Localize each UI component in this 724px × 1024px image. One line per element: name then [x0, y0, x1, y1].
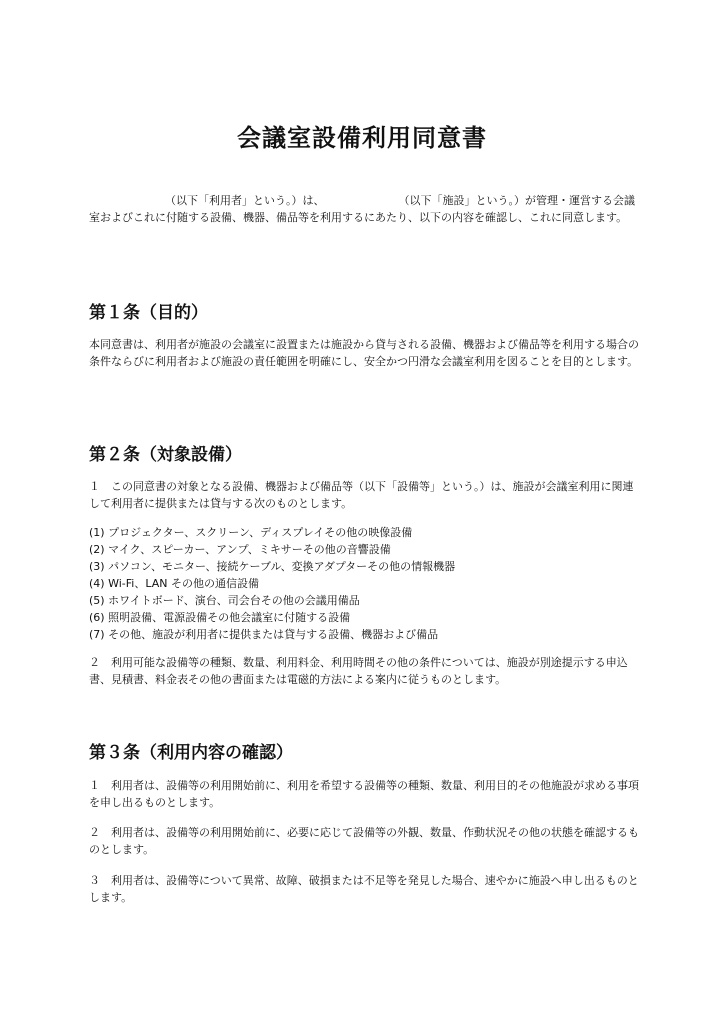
- equipment-list-item: (2) マイク、スピーカー、アンプ、ミキサーその他の音響設備: [89, 543, 391, 556]
- equipment-list-item: (7) その他、施設が利用者に提供または貸与する設備、機器および備品: [89, 628, 439, 641]
- equipment-list-item: (5) ホワイトボード、演台、司会台その他の会議用備品: [89, 594, 360, 607]
- article-3-paragraph-3: ３ 利用者は、設備等について異常、故障、破損または不足等を発見した場合、速やかに施設へ申し出るものとします。: [89, 874, 639, 904]
- article-2-heading: 第２条（対象設備）: [89, 445, 242, 465]
- equipment-list-item: (4) Wi-Fi、LAN その他の通信設備: [89, 577, 259, 590]
- intro-part-2: （以下「施設」という。）が管理・運営する会議室およびこれに付随する設備、機器、備品等を利用するにあたり、以下の内容を確認し、これに同意します。: [89, 194, 635, 224]
- equipment-list-item: (1) プロジェクター、スクリーン、ディスプレイその他の映像設備: [89, 526, 413, 539]
- document-title: 会議室設備利用同意書: [237, 124, 487, 152]
- article-1-body: 本同意書は、利用者が施設の会議室に設置または施設から貸与される設備、機器および備品等を利用する場合の条件ならびに利用者および施設の責任範囲を明確にし、安全かつ円滑な会議室利用を図ることを目的とします。: [89, 338, 639, 368]
- equipment-list-item: (3) パソコン、モニター、接続ケーブル、変換アダプターその他の情報機器: [89, 560, 456, 573]
- article-2-paragraph-2: ２ 利用可能な設備等の種類、数量、利用料金、利用時間その他の条件については、施設が別途提示する申込書、見積書、料金表その他の書面または電磁的方法による案内に従うものとします。: [89, 656, 628, 686]
- intro-paragraph: [89, 192, 639, 226]
- equipment-list: [89, 524, 639, 643]
- article-3-paragraph-1: １ 利用者は、設備等の利用開始前に、利用を希望する設備等の種類、数量、利用目的その他施設が求める事項を申し出るものとします。: [89, 779, 639, 809]
- article-1-heading: 第１条（目的）: [89, 303, 208, 323]
- article-3-heading: 第３条（利用内容の確認）: [89, 743, 293, 763]
- article-3-paragraph-2: ２ 利用者は、設備等の利用開始前に、必要に応じて設備等の外観、数量、作動状況その他の状態を確認するものとします。: [89, 826, 639, 856]
- article-2-paragraph-1: １ この同意書の対象となる設備、機器および備品等（以下「設備等」という。）は、施設が会議室利用に関連して利用者に提供または貸与する次のものとします。: [89, 480, 634, 510]
- equipment-list-item: (6) 照明設備、電源設備その他会議室に付随する設備: [89, 611, 351, 624]
- intro-part-1: （以下「利用者」という。）は、: [165, 194, 325, 207]
